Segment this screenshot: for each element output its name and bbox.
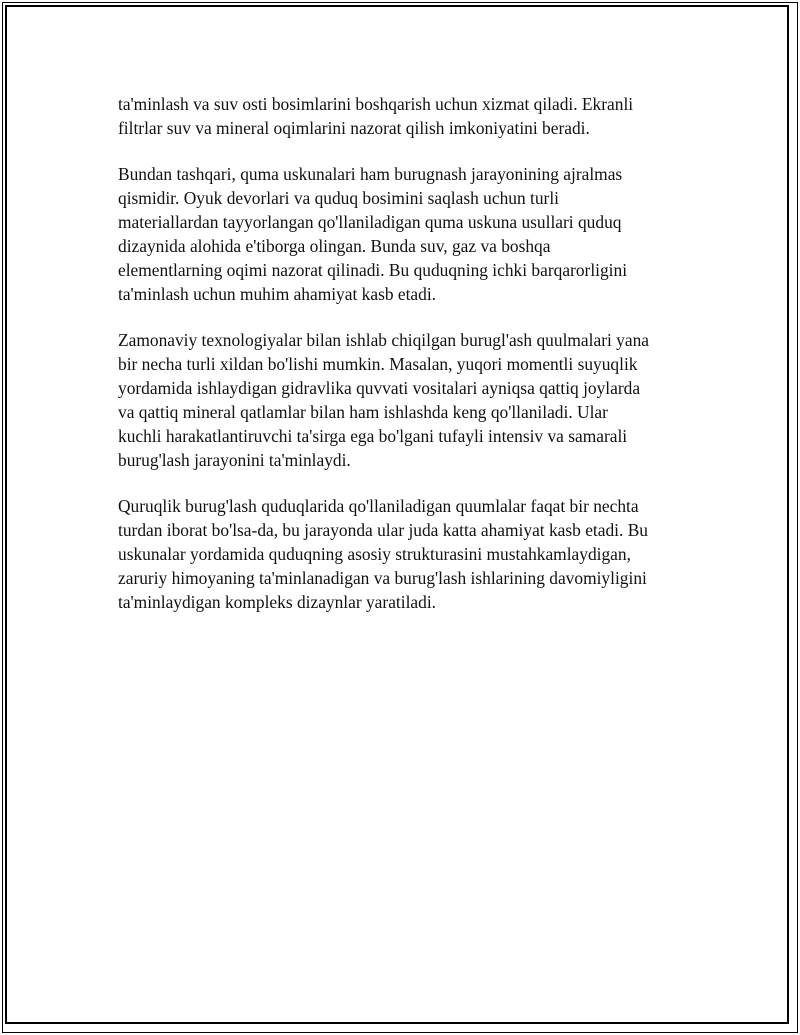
paragraph-4: Quruqlik burug'lash quduqlarida qo'llaniladigan quumlalar faqat bir nechta turdan iborat bo'lsa-da, bu jarayonda ular juda katta ahamiyat kasb etadi. Bu uskunalar yordamida quduqning asosiy strukturasini mustahkamlaydigan, zaruriy himoyaning ta'minlanadigan va burug'lash ishlarining davomiyligini ta'minlaydigan kompleks dizaynlar yaratiladi. bbox=[118, 496, 648, 612]
paragraph-1: ta'minlash va suv osti bosimlarini boshqarish uchun xizmat qiladi. Ekranli filtrlar suv va mineral oqimlarini nazorat qilish imkoniyatini beradi. bbox=[118, 94, 634, 138]
document-body bbox=[118, 92, 698, 636]
paragraph-2: Bundan tashqari, quma uskunalari ham burugnash jarayonining ajralmas qismidir. Oyuk devorlari va quduq bosimini saqlash uchun turli materiallardan tayyorlangan qo'llaniladigan quma uskuna usullari quduq dizaynida alohida e'tiborga olingan. Bunda suv, gaz va boshqa elementlarning oqimi nazorat qilinadi. Bu quduqning ichki barqarorligini ta'minlash uchun muhim ahamiyat kasb etadi. bbox=[118, 164, 628, 304]
paragraph-3: Zamonaviy texnologiyalar bilan ishlab chiqilgan burugl'ash quulmalari yana bir necha turli xildan bo'lishi mumkin. Masalan, yuqori momentli suyuqlik yordamida ishlaydigan gidravlika quvvati vositalari ayniqsa qattiq joylarda va qattiq mineral qatlamlar bilan ham ishlashda keng qo'llaniladi. Ular kuchli harakatlantiruvchi ta'sirga ega bo'lgani tufayli intensiv va samarali burug'lash jarayonini ta'minlaydi. bbox=[118, 330, 649, 470]
